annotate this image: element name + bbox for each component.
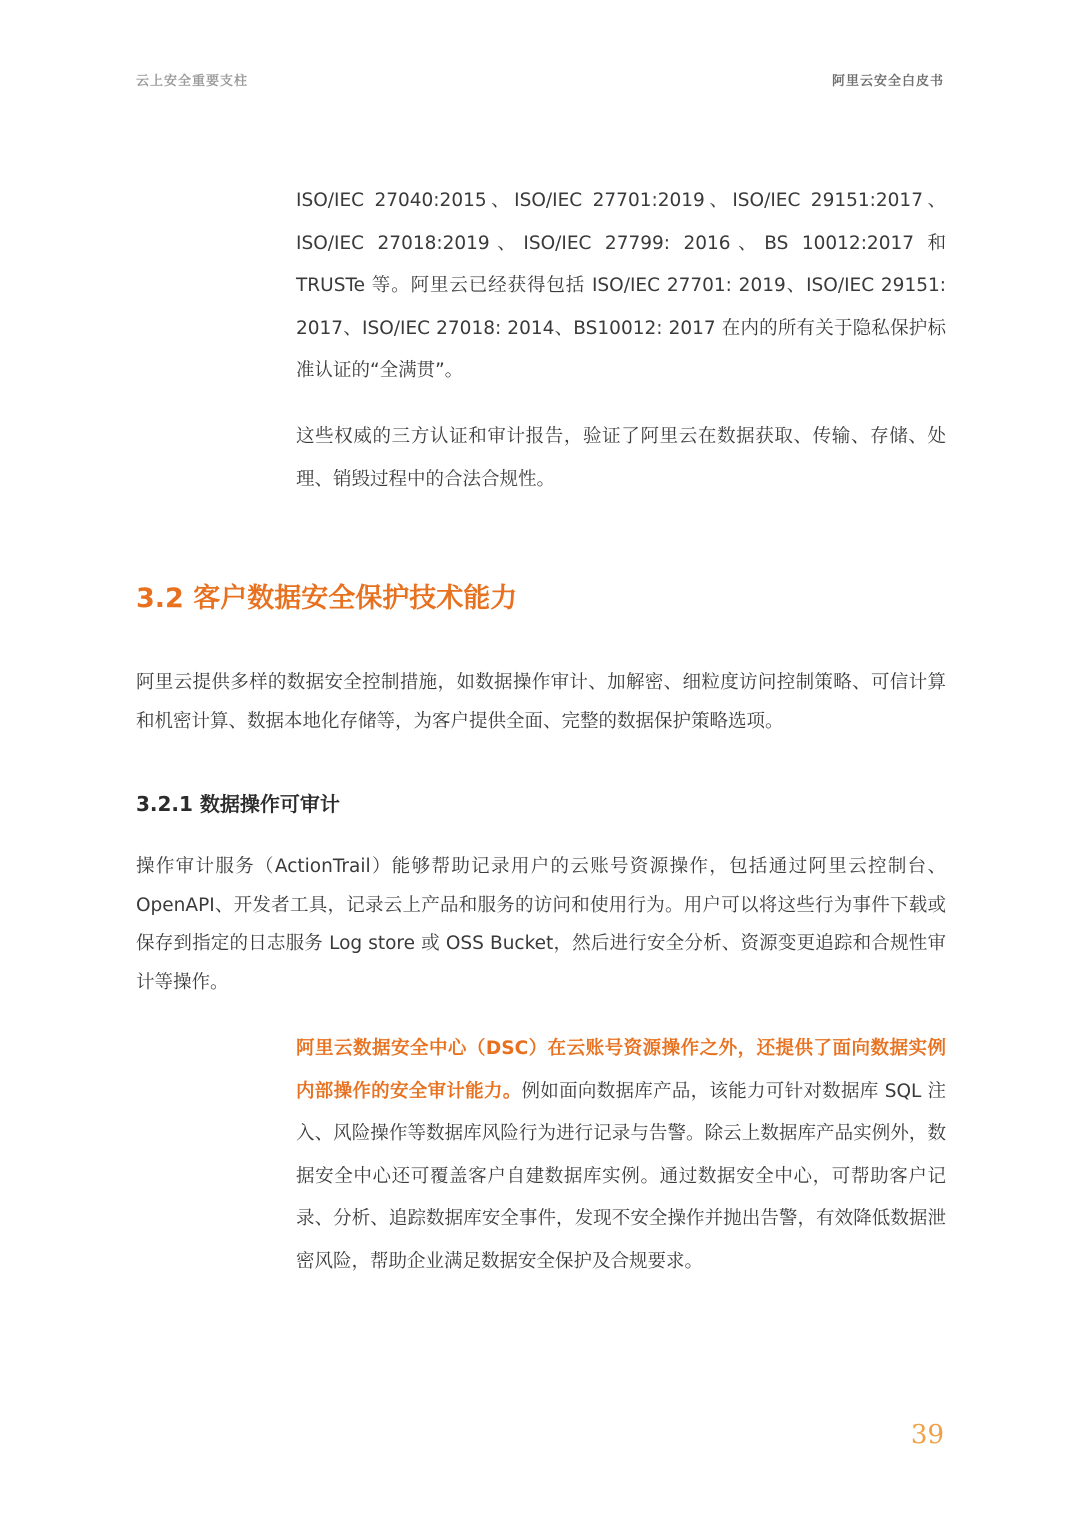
subsection-title: 3.2.1 数据操作可审计 bbox=[136, 792, 340, 816]
section-body: 阿里云提供多样的数据安全控制措施，如数据操作审计、加解密、细粒度访问控制策略、可信计算和机密计算、数据本地化存储等，为客户提供全面、完整的数据保护策略选项。 bbox=[136, 672, 946, 732]
compliance-paragraph: 这些权威的三方认证和审计报告，验证了阿里云在数据获取、传输、存储、处理、销毁过程中的合法合规性。 bbox=[296, 426, 946, 490]
running-header-left: 云上安全重要支柱 bbox=[136, 74, 249, 89]
subsection-body: 操作审计服务（ActionTrail）能够帮助记录用户的云账号资源操作，包括通过阿里云控制台、OpenAPI、开发者工具，记录云上产品和服务的访问和使用行为。用户可以将这些行为事件下载或保存到指定的日志服务 Log store 或 OSS Bucket，然后进行安全分析、资源变更追踪和合规性审计等操作。 bbox=[136, 856, 946, 993]
certification-paragraph: ISO/IEC 27040:2015、ISO/IEC 27701:2019、ISO/IEC 29151:2017、ISO/IEC 27018:2019、ISO/IEC 27799: 2016、BS 10012:2017 和 TRUSTe 等。阿里云已经获得包括 ISO/IEC 27701: 2019、ISO/IEC 29151: 2017、ISO/IEC 27018: 2014、BS10012: 2017 在内的所有关于隐私保护标准认证的“全满贯”。 bbox=[296, 190, 946, 381]
page-number: 39 bbox=[910, 1420, 944, 1450]
dsc-highlight: 阿里云数据安全中心（DSC）在云账号资源操作之外，还提供了面向数据实例内部操作的安全审计能力。 bbox=[296, 1038, 946, 1102]
section-title: 3.2 客户数据安全保护技术能力 bbox=[136, 583, 518, 614]
running-header-right: 阿里云安全白皮书 bbox=[831, 74, 944, 89]
dsc-callout bbox=[296, 1028, 946, 1283]
dsc-body: 例如面向数据库产品，该能力可针对数据库 SQL 注入、风险操作等数据库风险行为进行记录与告警。除云上数据库产品实例外，数据安全中心还可覆盖客户自建数据库实例。通过数据安全中心，可帮助客户记录、分析、追踪数据库安全事件，发现不安全操作并抛出告警，有效降低数据泄密风险，帮助企业满足数据安全保护及合规要求。 bbox=[296, 1080, 946, 1272]
